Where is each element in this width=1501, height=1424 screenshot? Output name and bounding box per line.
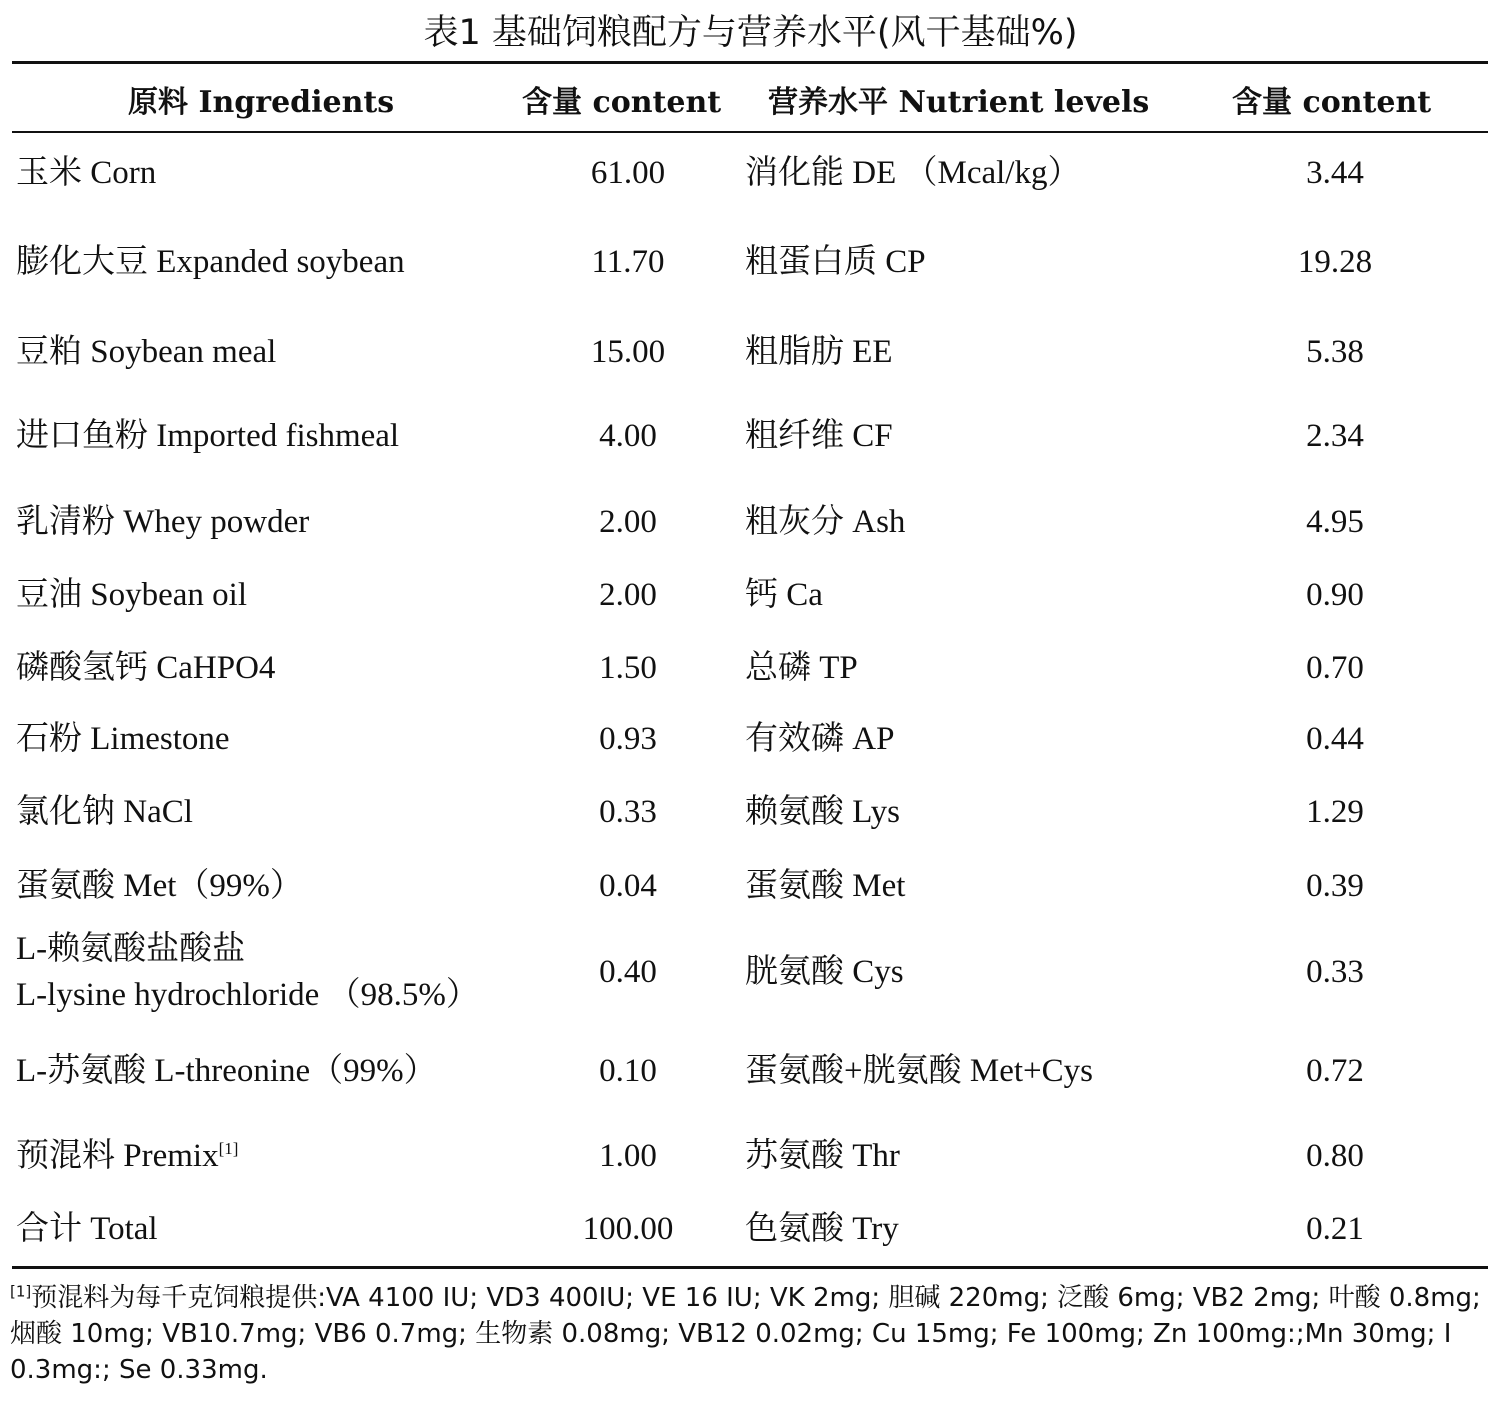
nutrient-cell: 苏氨酸 Thr	[745, 1138, 900, 1174]
nutrient-cell: 蛋氨酸+胱氨酸 Met+Cys	[745, 1053, 1093, 1089]
ingredient-cell-line1: L-赖氨酸盐酸盐	[16, 931, 246, 967]
nutrient-cell: 赖氨酸 Lys	[745, 794, 900, 830]
nutrient-content-cell: 4.95	[1306, 504, 1364, 540]
nutrient-content-cell: 0.80	[1306, 1138, 1364, 1174]
nutrient-content-cell: 19.28	[1297, 244, 1373, 280]
nutrient-cell: 总磷 TP	[745, 650, 858, 686]
nutrient-cell: 色氨酸 Try	[745, 1211, 899, 1247]
ingredient-cell: 进口鱼粉 Imported fishmeal	[16, 418, 400, 454]
ingredient-content-cell: 100.00	[582, 1211, 674, 1247]
nutrient-cell: 粗脂肪 EE	[745, 334, 893, 370]
header-nutrient-levels: 营养水平 Nutrient levels	[768, 85, 1150, 120]
ingredient-content-cell: 11.70	[591, 244, 665, 280]
ingredient-content-cell: 61.00	[590, 155, 666, 191]
nutrient-cell: 粗灰分 Ash	[745, 504, 906, 540]
ingredient-cell: 玉米 Corn	[16, 155, 157, 191]
nutrient-content-cell: 3.44	[1306, 155, 1364, 191]
nutrient-content-cell: 0.33	[1306, 954, 1364, 990]
ingredient-content-cell: 4.00	[599, 418, 657, 454]
nutrient-cell: 粗蛋白质 CP	[745, 244, 926, 280]
ingredient-cell: 膨化大豆 Expanded soybean	[16, 244, 405, 280]
footnote-reference: [1]	[218, 1139, 239, 1158]
nutrient-cell: 胱氨酸 Cys	[745, 954, 904, 990]
bottom-rule	[12, 1266, 1488, 1269]
ingredient-cell-line2: L-lysine hydrochloride （98.5%）	[16, 977, 479, 1013]
nutrient-cell: 粗纤维 CF	[745, 418, 893, 454]
ingredient-cell: 合计 Total	[16, 1211, 158, 1247]
ingredient-content-cell: 2.00	[599, 504, 657, 540]
nutrient-content-cell: 0.44	[1306, 721, 1364, 757]
ingredient-content-cell: 0.40	[599, 954, 657, 990]
ingredient-cell-text: 预混料 Premix	[16, 1138, 219, 1174]
ingredient-cell: 豆油 Soybean oil	[16, 577, 247, 613]
nutrient-content-cell: 0.90	[1306, 577, 1364, 613]
nutrient-cell: 有效磷 AP	[745, 721, 895, 757]
ingredient-content-cell: 1.00	[599, 1138, 657, 1174]
nutrient-content-cell: 5.38	[1306, 334, 1364, 370]
ingredient-content-cell: 0.33	[599, 794, 657, 830]
nutrient-content-cell: 0.70	[1306, 650, 1364, 686]
ingredient-content-cell: 15.00	[590, 334, 666, 370]
ingredient-content-cell: 2.00	[599, 577, 657, 613]
nutrient-content-cell: 2.34	[1306, 418, 1364, 454]
table-title: 表1 基础饲粮配方与营养水平(风干基础%)	[423, 13, 1078, 53]
ingredient-content-cell: 0.04	[599, 868, 657, 904]
top-rule	[12, 61, 1488, 64]
nutrient-content-cell: 1.29	[1306, 794, 1364, 830]
ingredient-cell: 石粉 Limestone	[16, 721, 230, 757]
nutrient-cell: 钙 Ca	[745, 577, 823, 613]
ingredient-content-cell: 0.93	[599, 721, 657, 757]
header-ingredients: 原料 Ingredients	[128, 85, 395, 120]
ingredient-cell	[16, 926, 479, 1018]
footnote-marker: [1]	[10, 1282, 32, 1301]
header-rule	[12, 131, 1488, 133]
ingredient-cell: 氯化钠 NaCl	[16, 794, 193, 830]
header-content-ingredients: 含量 content	[522, 85, 722, 120]
ingredient-content-cell: 0.10	[599, 1053, 657, 1089]
header-content-nutrients: 含量 content	[1232, 85, 1432, 120]
ingredient-cell: 豆粕 Soybean meal	[16, 334, 277, 370]
footnote	[10, 1280, 1490, 1388]
nutrient-content-cell: 0.39	[1306, 868, 1364, 904]
ingredient-cell: 磷酸氢钙 CaHPO4	[16, 650, 276, 686]
ingredient-content-cell: 1.50	[599, 650, 657, 686]
ingredient-cell: 乳清粉 Whey powder	[16, 504, 310, 540]
ingredient-cell	[16, 1133, 238, 1179]
nutrient-cell: 消化能 DE （Mcal/kg）	[745, 155, 1081, 191]
table-header	[0, 78, 1501, 128]
ingredient-cell: L-苏氨酸 L-threonine（99%）	[16, 1053, 437, 1089]
footnote-text: 预混料为每千克饲粮提供:VA 4100 IU; VD3 400IU; VE 16 IU; VK 2mg; 胆碱 220mg; 泛酸 6mg; VB2 2mg; 叶酸 0.8mg;烟酸 10mg; VB10.7mg; VB6 0.7mg; 生物素 0.08mg; VB12 0.02mg; Cu 15mg; Fe 100mg; Zn 100mg:;Mn 30mg; I 0.3mg:; Se 0.33mg.	[10, 1283, 1481, 1385]
nutrient-content-cell: 0.72	[1306, 1053, 1364, 1089]
nutrient-content-cell: 0.21	[1306, 1211, 1364, 1247]
ingredient-cell: 蛋氨酸 Met（99%）	[16, 868, 303, 904]
nutrient-cell: 蛋氨酸 Met	[745, 868, 906, 904]
